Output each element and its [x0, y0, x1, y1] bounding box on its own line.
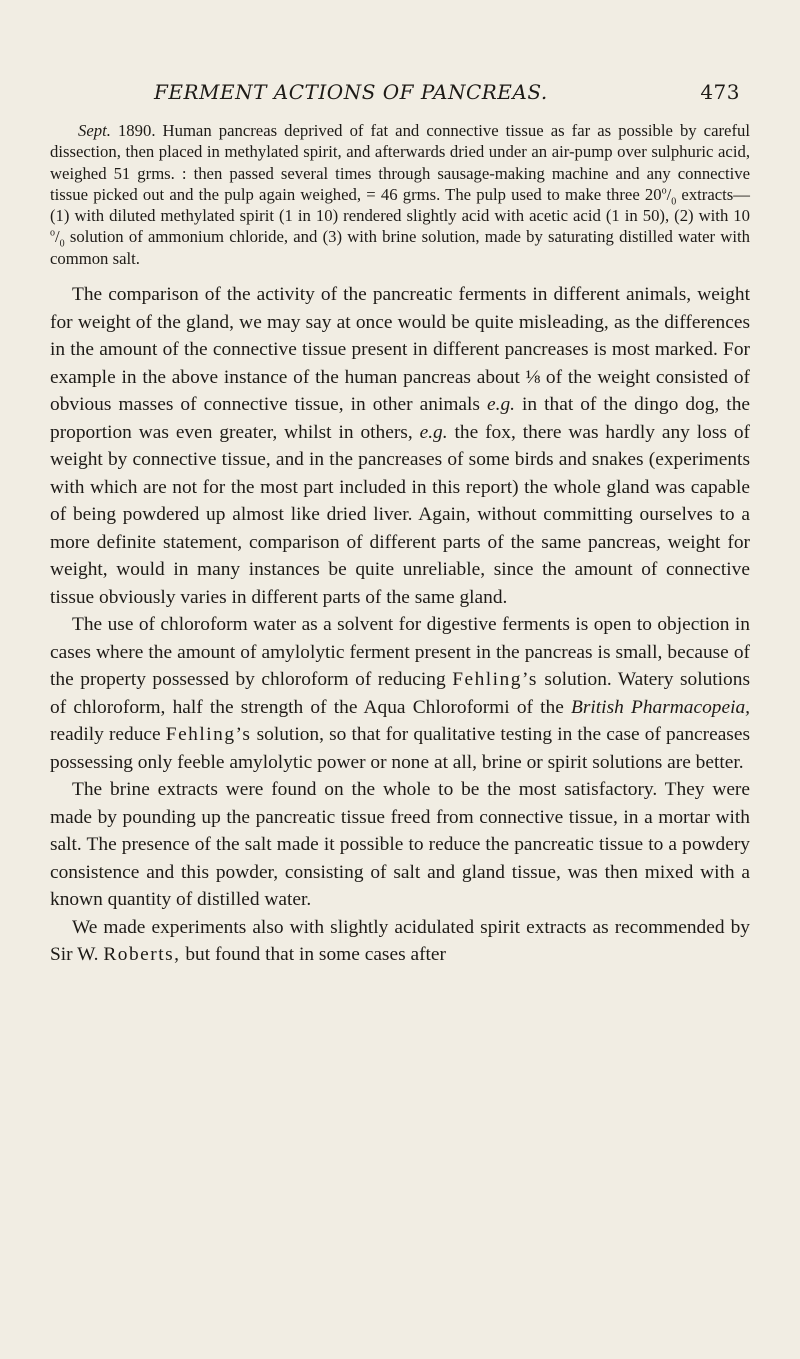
fehling-name: Fehling’s [165, 724, 252, 746]
page-body [50, 120, 750, 969]
running-title: FERMENT ACTIONS OF PANCREAS. [154, 80, 548, 104]
text-run: solution of ammonium chloride, and (3) with brine solution, made by saturating distilled water with common salt. [50, 227, 750, 268]
eg-italic: e.g. [419, 421, 448, 443]
paragraph-spirit-extracts [50, 914, 750, 969]
paragraph-experiment-note: Sept. 1890. Human pancreas deprived of fat and connective tissue as far as possible by careful dissection, then placed in methylated spirit, and afterwards dried under an air-pump over sulphuric acid, weighed 51 grms. : then passed several times through sausage-making machine and any connective tissue picked out and the pulp again weighed, = 46 grms. The pulp used to make three $20^o/_0$ extracts—(1) with diluted methylated spirit (1 in 10) rendered slightly acid with acetic acid (1 in 50), (2) with 10 $^o/_0$ solution of ammonium chloride, and (3) with brine solution, made by saturating distilled water with common salt. [50, 121, 750, 268]
text-run: in that of the dingo dog, the proportion was even greater, whilst in others, [50, 394, 750, 443]
percent-sub: 0 [671, 196, 677, 208]
text-run: but found that in some cases after [180, 944, 446, 966]
paragraph-comparison [50, 281, 750, 611]
text-run: the fox, there was hardly any loss of weight by connective tissue, and in the pancreases of some birds and snakes (experiments with which are not for the most part included in this report) the whole gland was capable of being powdered up almost like dried liver. Again, without committing ourselves to a more definite statement, comparison of different parts of the same pancreas, weight for weight, would in many instances be quite unreliable, since the amount of connective tissue obviously varies in different parts of the same gland. [50, 421, 751, 608]
fehling-name: Fehling’s [452, 669, 538, 691]
page-header [140, 80, 740, 104]
text-run: We made experiments also with slightly acidulated spirit extracts as recommended by Sir W. [50, 916, 750, 966]
paragraph-brine-extracts [50, 776, 750, 914]
percent-sub: 0 [59, 238, 65, 250]
text-run: 1890. Human pancreas deprived of fat and connective tissue as far as possible by careful dissection, then placed in methylated spirit, and afterwards dried under an air-pump over sulphuric acid, weighed 51 grms. : then passed several times through sausage-making machine and any connective tissue picked out and the pulp again weighed, = 46 grms. The pulp used to make three 20 [50, 121, 750, 204]
percent-sup: o [50, 227, 55, 239]
british-pharmacopeia-italic: British Pharmacopeia, [571, 696, 750, 718]
text-run: The comparison of the activity of the pancreatic ferments in different animals, weight for weight of the gland, we may say at once would be quite misleading, as the differences in the amount of the connective tissue present in different pancreases is most marked. For example in the above instance of the human pancreas about ⅛ of the weight consisted of obvious masses of connective tissue, in other animals [50, 284, 750, 416]
text-run: The brine extracts were found on the whole to be the most satisfactory. They were made by pounding up the pancreatic tissue freed from connective tissue, in a mortar with salt. The presence of the salt made it possible to reduce the pancreatic tissue to a powdery consistence and this powder, consisting of salt and gland tissue, was then mixed with a known quantity of distilled water. [50, 779, 750, 911]
date-text: Sept. [78, 121, 111, 140]
paragraph-gap [50, 269, 750, 281]
text-run: solution. Watery solutions of chloroform, half the strength of the Aqua Chloroformi of the [50, 669, 750, 718]
roberts-name: Roberts, [103, 944, 181, 966]
text-run: solution, so that for qualitative testing in the case of pancreases possessing only feeble amylolytic power or none at all, brine or spirit solutions are better. [50, 724, 751, 773]
text-run: The use of chloroform water as a solvent for digestive ferments is open to objection in cases where the amount of amylolytic ferment present in the pancreas is small, because of the property possessed by chloroform of reducing [50, 614, 750, 691]
page-number: 473 [700, 80, 740, 104]
paragraph-chloroform [50, 611, 750, 776]
text-run: extracts—(1) with diluted methylated spirit (1 in 10) rendered slightly acid with acetic acid (1 in 50), (2) with 10 [50, 184, 750, 226]
eg-italic: e.g. [486, 394, 515, 416]
percent-sup: o [661, 185, 667, 197]
text-run: readily reduce [50, 724, 166, 746]
